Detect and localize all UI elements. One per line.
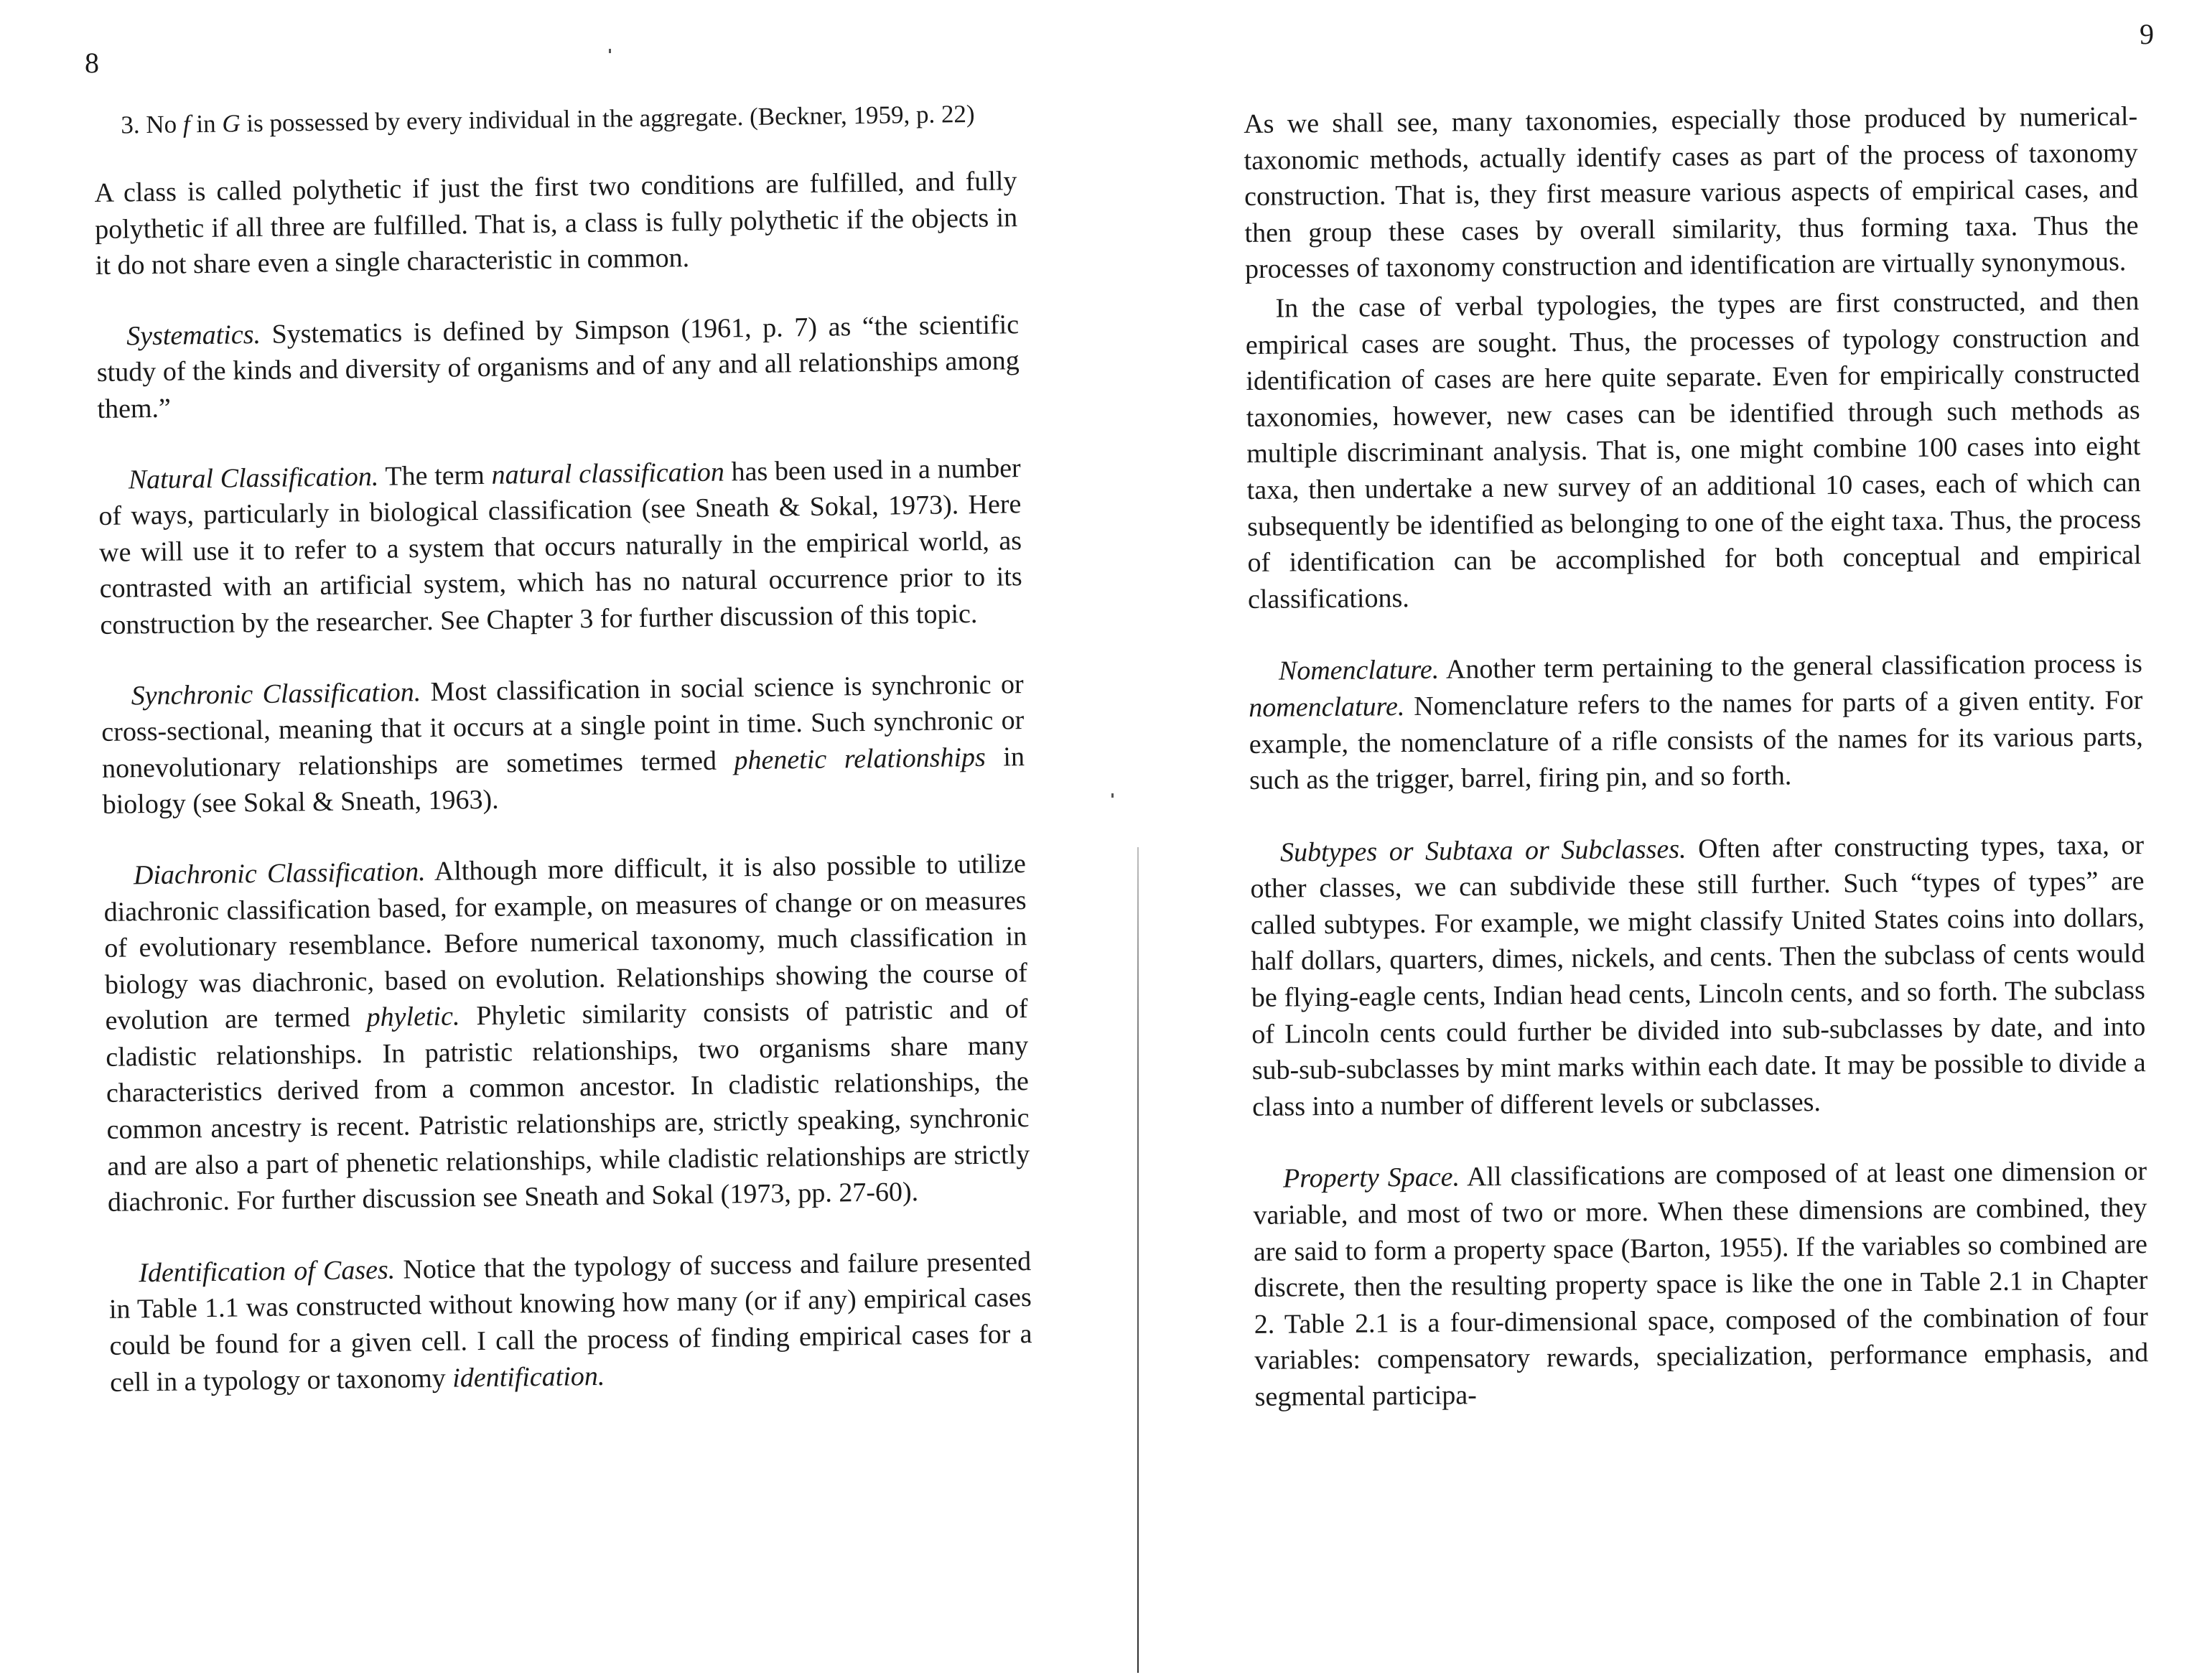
subtypes-heading: Subtypes or Subtaxa or Subclasses. [1279,834,1687,868]
condition-list-item-3: 3. No f in G is possessed by every individual in the aggregate. (Beckner, 1959, p. 22) [121,99,975,139]
identification-of-cases-heading: Identification of Cases. [138,1254,396,1289]
property-space-heading: Property Space. [1282,1162,1460,1195]
scan-speck [1111,793,1114,798]
diachronic-classification-paragraph: Diachronic Classification. Although more difficult, it is also possible to utilize diachronic classification based, for example, on measures of change or on measures of evolutionary resemblance. Before numerical taxonomy, much classification in biology was diachronic, based on evolution. Relationships showing the course of evolution are termed phyletic. Phyletic similarity consists of patristic and of cladistic relationships. In patristic relationships, two organisms share many characteristics derived from a common ancestor. In cladistic relationships, the common ancestry is recent. Patristic relationships are, strictly speaking, synchronic and are also a part of phenetic relationships, while cladistic relationships are strictly diachronic. For further discussion see Sneath and Sokal (1973, pp. 27-60). [103,848,1030,1218]
diachronic-classification-heading: Diachronic Classification. [133,856,426,891]
subtypes-paragraph: Subtypes or Subtaxa or Subclasses. Often after constructing types, taxa, or other classes, we can subdivide these still further. Such “types of types” are called subtypes. For example, we might classify United States coins into dollars, half dollars, quarters, dimes, nickels, and cents. Then the subclass of cents would be flying-eagle cents, Indian head cents, Lincoln cents, and so forth. The subclass of Lincoln cents could further be divided into sub-subclasses by date, and into sub-sub-subclasses by mint marks within each date. It may be possible to divide a class into a number of different levels or subclasses. [1250,829,2146,1122]
numerical-taxonomy-paragraph: As we shall see, many taxonomies, especially those produced by numerical-taxonomic methods, actually identify cases as part of the process of taxonomy construction. That is, they first measure various aspects of empirical cases, and then group these cases by overall similarity, thus forming taxa. Thus the processes of taxonomy construction and identification are virtually synonymous. [1244,101,2139,285]
polythetic-paragraph: A class is called polythetic if just the first two conditions are fulfilled, and fully polythetic if all three are fulfilled. That is, a class is fully polythetic if the objects in it do not share even a single characteristic in common. [94,166,1018,281]
systematics-paragraph: Systematics. Systematics is defined by Simpson (1961, p. 7) as “the scientific study of the kinds and diversity of organisms and of any and all relationships among them.” [96,309,1020,424]
identification-of-cases-paragraph: Identification of Cases. Notice that the typology of success and failure presented in Table 1.1 was constructed without knowing how many (or if any) empirical cases could be found for a given cell. I call the process of finding empirical cases for a cell in a typology or taxonomy identification. [108,1246,1032,1398]
synchronic-classification-heading: Synchronic Classification. [131,676,421,711]
scan-speck [609,49,611,53]
property-space-paragraph: Property Space. All classifications are composed of at least one dimension or variable, and most of two or more. When these dimensions are combined, they are said to form a property space (Barton, 1955). If the variables so combined are discrete, then the resulting property space is like the one in Table 2.1 in Chapter 2. Table 2.1 is a four-dimensional space, composed of the combination of four variables: compensatory rewards, specialization, performance emphasis, and segmental participa- [1253,1156,2149,1412]
page-number-right: 9 [2140,18,2154,50]
right-page [1120,0,2197,1680]
nomenclature-paragraph: Nomenclature. Another term pertaining to the general classification process is nomenclature. Nomenclature refers to the names for parts of a given entity. For example, the nomenclature of a rifle consists of the names for its various parts, such as the trigger, barrel, firing pin, and so forth. [1249,648,2143,796]
page-number-left: 8 [85,47,99,79]
nomenclature-heading: Nomenclature. [1278,654,1440,686]
right-column [1244,98,2149,1451]
verbal-typologies-paragraph: In the case of verbal typologies, the types are first constructed, and then empirical cases are sought. Thus, the processes of typology construction and identification of cases are here quite separate. Even for empirically constructed taxonomies, however, new cases can be identified through such methods as multiple discriminant analysis. That is, one might combine 100 cases into eight taxa, then undertake a new survey of an additional 10 cases, each of which can subsequently be identified as belonging to one of the eight taxa. Thus, the process of identification can be accomplished for both conceptual and empirical classifications. [1245,286,2142,615]
synchronic-classification-paragraph: Synchronic Classification. Most classification in social science is synchronic or cross-sectional, meaning that it occurs at a single point in time. Such synchronic or nonevolutionary relationships are sometimes termed phenetic relationships in biology (see Sokal & Sneath, 1963). [101,668,1025,821]
list-number: 3. [121,111,140,139]
left-column [93,95,1033,1435]
natural-classification-paragraph: Natural Classification. The term natural classification has been used in a number of ways, particularly in biological classification (see Sneath & Sokal, 1973). Here we will use it to refer to a system that occurs naturally in the empirical world, as contrasted with an artificial system, which has no natural occurrence prior to its construction by the researcher. See Chapter 3 for further discussion of this topic. [98,452,1022,640]
natural-classification-heading: Natural Classification. [128,461,379,495]
systematics-heading: Systematics. [126,319,261,352]
